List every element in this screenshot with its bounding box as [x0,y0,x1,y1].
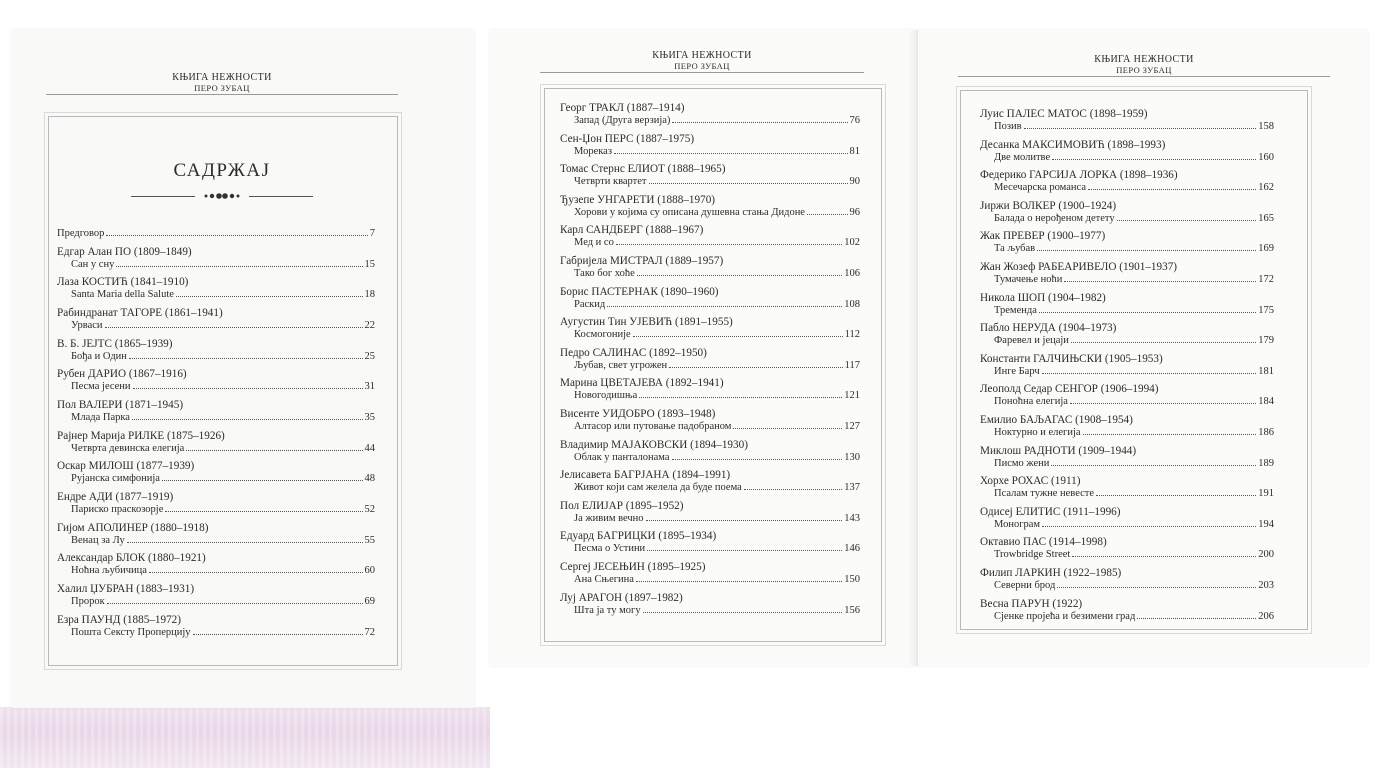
dot-leader [1088,189,1256,190]
author-name: Георг ТРАКЛ (1887–1914) [560,102,685,114]
toc-entry[interactable] [980,536,1274,562]
entry-title: Хорови у којима су описана душевна стања Дидоне [574,206,805,218]
page-number: 90 [849,176,860,188]
author-name: Оскар МИЛОШ (1877–1939) [57,460,195,473]
page-number: 169 [1258,243,1274,255]
author-name: Сергеј ЈЕСЕЊИН (1895–1925) [560,560,706,573]
entry-title: Фаревел и јецаји [994,335,1069,347]
dot-leader [193,634,363,635]
dot-leader [1051,465,1256,466]
dot-leader [1057,587,1256,588]
dot-leader [127,542,363,543]
author-name: Владимир МАЈАКОВСКИ (1894–1930) [560,438,748,451]
entry-title: Живот који сам желела да буде поема [574,482,742,494]
header-rule [540,72,864,73]
page-number: 156 [844,604,860,616]
entry-title: Венац за Лу [71,534,125,546]
toc-entry[interactable] [980,139,1274,165]
book-title: КЊИГА НЕЖНОСТИ [652,50,752,61]
entry-title: Облак у панталонама [574,451,670,463]
entry-title: Раскид [574,298,606,310]
entry-title: Мореказ [574,145,612,157]
page-number: 22 [364,319,375,331]
page-number: 179 [1258,335,1274,347]
entry-title: Четврта девинска елегија [71,442,185,454]
toc-list-middle [560,102,860,622]
toc-entry[interactable] [560,163,860,189]
page-number: 117 [844,359,860,371]
dot-leader [672,459,843,460]
page-number: 48 [364,473,375,485]
entry-title: Пророк [71,596,105,608]
entry-title: Ноћна љубичица [71,565,147,577]
toc-entry[interactable] [560,469,860,495]
right-page [918,30,1368,666]
entry-title: Позив [994,121,1022,132]
page-number: 25 [364,350,375,362]
dot-leader [149,572,363,573]
author-name: Томас Стернс ЕЛИОТ (1888–1965) [560,163,726,176]
toc-entry[interactable] [560,286,860,312]
author-name: Пол ВАЛЕРИ (1871–1945) [57,398,184,411]
toc-entry[interactable] [57,491,375,517]
entry-title: Пошта Сексту Проперцију [71,626,191,638]
entry-title: Четврти квартет [574,176,647,188]
contents-heading [112,160,332,200]
page-number: 44 [364,442,375,454]
page-header [958,54,1330,77]
page-number: 52 [364,504,375,515]
dot-leader [165,511,362,512]
dot-leader [646,520,843,521]
entry-title: Ноктурно и елегија [994,426,1081,438]
page-number: 143 [844,512,860,524]
toc-entry[interactable] [980,506,1274,532]
middle-page [490,30,918,666]
entry-title: Santa Maria della Salute [71,289,174,301]
contents-title: САДРЖАЈ [173,160,271,181]
author-name: Жак ПРЕВЕР (1900–1977) [980,230,1106,243]
dot-leader [639,397,842,398]
author-name: Едгар Алан ПО (1809–1849) [57,245,192,258]
dot-leader [1042,373,1257,374]
author-name: Ђузепе УНГАРЕТИ (1888–1970) [560,193,716,206]
entry-title: Париско праскозорје [71,504,164,515]
author-name: Ендре АДИ (1877–1919) [57,491,174,503]
page-number: 200 [1258,549,1274,561]
dot-leader [186,450,362,451]
dot-leader [636,581,842,582]
entry-title: Мед и со [574,237,614,249]
author-name: Десанка МАКСИМОВИЋ (1898–1993) [980,138,1166,151]
page-number: 130 [844,451,860,463]
dot-leader [1042,526,1256,527]
entry-title: Поноћна елегија [994,396,1068,408]
dot-leader [1039,312,1256,313]
toc-entry[interactable] [560,347,860,373]
page-number: 191 [1258,488,1274,500]
author-name: Висенте УИДОБРО (1893–1948) [560,407,716,420]
page-number: 150 [844,573,860,585]
author-name: Луис ПАЛЕС МАТОС (1898–1959) [980,108,1148,120]
page-number: 121 [844,390,860,402]
dot-leader [162,480,363,481]
entry-title: Монограм [994,518,1041,530]
entry-title: Две молитве [994,151,1051,163]
dot-leader [116,266,362,267]
author-name: Езра ПАУНД (1885–1972) [57,613,182,626]
book-title: КЊИГА НЕЖНОСТИ [172,72,272,83]
header-rule [958,76,1330,77]
dot-leader [649,183,848,184]
entry-title: Trowbridge Street [994,549,1071,561]
toc-entry[interactable] [560,530,860,556]
dot-leader [1037,250,1256,251]
dot-leader [1052,159,1256,160]
dot-leader [1072,556,1256,557]
author-name: Хорхе РОХАС (1911) [980,475,1081,488]
entry-title: Алтасор или путовање падобраном [574,420,732,432]
dot-leader [807,214,848,215]
toc-entry[interactable] [560,194,860,220]
author-name: Карл САНДБЕРГ (1888–1967) [560,224,704,237]
author-name: Леополд Седар СЕНГОР (1906–1994) [980,383,1159,396]
entry-title: Млада Парка [71,411,130,423]
page-number: 181 [1258,365,1274,377]
dot-leader [744,489,842,490]
dot-leader [614,153,848,154]
page-number: 186 [1258,426,1274,438]
entry-title: Шта ја ту могу [574,604,641,616]
author-name: Рајнер Марија РИЛКЕ (1875–1926) [57,429,225,442]
page-number: 184 [1258,396,1274,408]
toc-entry[interactable] [57,460,375,486]
toc-entry[interactable] [57,246,375,272]
toc-entry[interactable] [560,255,860,281]
page-number: 55 [364,534,375,546]
toc-entry[interactable] [560,316,860,342]
entry-title: Сјенке пројећа и безимени град [994,610,1136,622]
dot-leader [1096,495,1256,496]
toc-entry[interactable] [980,567,1274,593]
toc-entry[interactable] [560,439,860,465]
toc-entry[interactable] [980,200,1274,226]
dot-leader [107,603,363,604]
toc-entry[interactable] [57,583,375,609]
author-name: Октавио ПАС (1914–1998) [980,536,1107,549]
author-name: Рубен ДАРИО (1867–1916) [57,368,187,381]
dot-leader [176,296,363,297]
toc-entry[interactable] [560,133,860,159]
entry-title: Месечарска романса [994,182,1086,194]
author-name: Габријела МИСТРАЛ (1889–1957) [560,254,724,267]
entry-title: Инге Барч [994,365,1040,377]
page-number: 194 [1258,518,1274,530]
dot-leader [1064,281,1256,282]
entry-title: Та љубав [994,243,1036,255]
dot-leader [106,235,367,236]
author-name: Пабло НЕРУДА (1904–1973) [980,322,1117,335]
entry-title: Ана Сњегина [574,573,634,585]
page-number: 106 [844,267,860,279]
toc-entry[interactable] [57,552,375,578]
toc-entry[interactable] [980,169,1274,195]
dot-leader [1024,128,1257,129]
toc-entry[interactable] [980,383,1274,409]
dot-leader [733,428,842,429]
author-name: Аугустин Тин УЈЕВИЋ (1891–1955) [560,316,733,329]
dot-leader [1071,342,1256,343]
dot-leader [669,367,843,368]
entry-title: Псалам тужне невесте [994,488,1095,500]
page-number: 72 [364,626,375,638]
page-number: 189 [1258,457,1274,469]
page-number: 206 [1258,610,1274,622]
author-name: Јиржи ВОЛКЕР (1900–1924) [980,199,1117,212]
page-number: 146 [844,543,860,555]
toc-entry[interactable] [560,377,860,403]
toc-entry[interactable] [57,307,375,333]
page-number: 127 [844,420,860,432]
entry-title: Предговор [57,228,105,239]
entry-title: Бођа и Один [71,350,127,362]
author-name: Борис ПАСТЕРНАК (1890–1960) [560,285,719,298]
page-number: 160 [1258,151,1274,163]
ornament-divider [112,192,332,200]
author-name: Гијом АПОЛИНЕР (1880–1918) [57,521,209,534]
toc-entry[interactable] [980,322,1274,348]
entry-title: Писмо жени [994,457,1050,469]
entry-title: Љубав, свет угрожен [574,359,668,371]
entry-title: Песма о Устини [574,543,646,555]
toc-entry[interactable] [57,522,375,548]
entry-title: Тремендa [994,304,1037,316]
toc-entry[interactable] [560,102,860,128]
toc-entry[interactable] [980,475,1274,501]
dot-leader [643,612,843,613]
page-number: 203 [1258,579,1274,591]
author-name: Педро САЛИНАС (1892–1950) [560,346,707,359]
entry-title: Песма јесени [71,381,131,393]
page-number: 76 [849,115,860,126]
toc-entry[interactable] [57,430,375,456]
page-number: 162 [1258,182,1274,194]
author-name: Едуард БАГРИЦКИ (1895–1934) [560,530,717,543]
toc-list-left [57,228,375,644]
dot-leader [616,244,842,245]
author-name: Луј АРАГОН (1897–1982) [560,591,683,604]
toc-entry[interactable] [980,230,1274,256]
entry-title: Запад (Друга верзија) [574,115,671,126]
page-number: 69 [364,596,375,608]
toc-entry[interactable] [980,598,1274,624]
entry-title: Северни брод [994,579,1056,591]
page-number: 18 [364,289,375,301]
page-number: 7 [369,228,375,239]
author-name: Никола ШОП (1904–1982) [980,291,1106,304]
entry-title: Рујанска симфонија [71,473,160,485]
toc-entry[interactable] [980,261,1274,287]
editor-name: ПЕРО ЗУБАЦ [194,83,250,93]
page-header [540,50,864,73]
dot-leader [1117,220,1257,221]
page-number: 175 [1258,304,1274,316]
author-name: Одисеј ЕЛИТИС (1911–1996) [980,505,1121,518]
page-number: 158 [1258,121,1274,132]
toc-entry[interactable] [57,368,375,394]
dot-leader [672,122,847,123]
entry-title: Балада о нерођеном детету [994,212,1115,224]
author-name: Јелисавета БАГРЈАНА (1894–1991) [560,469,731,482]
toc-entry[interactable] [560,408,860,434]
entry-title: Космогоније [574,329,631,341]
editor-name: ПЕРО ЗУБАЦ [674,61,730,71]
dot-leader [133,388,363,389]
book-title: КЊИГА НЕЖНОСТИ [1094,54,1194,65]
author-name: Халил ЏУБРАН (1883–1931) [57,583,195,596]
author-name: В. Б. ЈЕЈТС (1865–1939) [57,337,173,350]
dot-leader [1083,434,1257,435]
dot-leader [1070,403,1256,404]
page-number: 31 [364,381,375,393]
author-name: Константи ГАЛЧИЊСКИ (1905–1953) [980,352,1163,365]
author-name: Рабиндранат ТАГОРЕ (1861–1941) [57,306,223,319]
toc-entry[interactable] [560,592,860,618]
author-name: Емилио БАЉАГАС (1908–1954) [980,413,1133,426]
author-name: Весна ПАРУН (1922) [980,597,1083,610]
author-name: Жан Жозеф РАБЕАРИВЕЛО (1901–1937) [980,260,1178,273]
entry-title: Тако бог хоће [574,267,635,279]
dot-leader [129,358,363,359]
dot-leader [633,336,843,337]
toc-entry[interactable] [980,445,1274,471]
entry-title: Новогодишња [574,390,638,402]
toc-entry[interactable] [57,399,375,425]
author-name: Марина ЦВЕТАЈЕВА (1892–1941) [560,377,724,390]
editor-name: ПЕРО ЗУБАЦ [1116,65,1172,75]
page-number: 108 [844,298,860,310]
toc-entry[interactable] [980,414,1274,440]
author-name: Сен-Џон ПЕРС (1887–1975) [560,132,695,145]
page-header [46,72,398,95]
page-number: 96 [849,206,860,218]
dot-leader [607,306,842,307]
dot-leader [132,419,363,420]
page-number: 137 [844,482,860,494]
page-number: 102 [844,237,860,249]
author-name: Федерико ГАРСИЈА ЛОРКА (1898–1936) [980,169,1178,182]
entry-title: Ја живим вечно [574,512,644,524]
dot-leader [647,550,842,551]
toc-entry[interactable] [560,224,860,250]
page-number: 112 [844,329,860,341]
page-number: 81 [849,145,860,157]
left-page [12,30,474,708]
toc-entry[interactable] [980,108,1274,134]
toc-entry[interactable] [57,614,375,640]
page-number: 15 [364,258,375,270]
dot-leader [637,275,842,276]
page-number: 35 [364,411,375,423]
ornament-icon [200,192,244,200]
page-number: 165 [1258,212,1274,224]
dot-leader [105,327,363,328]
entry-title: Сан у сну [71,258,115,270]
entry-title: Тумачење ноћи [994,273,1063,285]
author-name: Александар БЛОК (1880–1921) [57,552,206,565]
page-number: 172 [1258,273,1274,285]
toc-list-right [980,108,1274,628]
toc-entry[interactable] [57,338,375,364]
page-number: 60 [364,565,375,577]
entry-title: Урваси [71,319,103,331]
toc-entry[interactable] [560,500,860,526]
pink-scan-strip [0,707,490,768]
toc-entry[interactable] [57,276,375,302]
toc-entry[interactable] [980,353,1274,379]
toc-entry-preface[interactable] [57,228,375,241]
author-name: Филип ЛАРКИН (1922–1985) [980,566,1122,579]
header-rule [46,94,398,95]
toc-entry[interactable] [560,561,860,587]
dot-leader [1137,618,1256,619]
toc-entry[interactable] [980,292,1274,318]
author-name: Лаза КОСТИЋ (1841–1910) [57,276,189,289]
author-name: Пол ЕЛИЈАР (1895–1952) [560,499,684,512]
author-name: Миклош РАДНОТИ (1909–1944) [980,444,1137,457]
